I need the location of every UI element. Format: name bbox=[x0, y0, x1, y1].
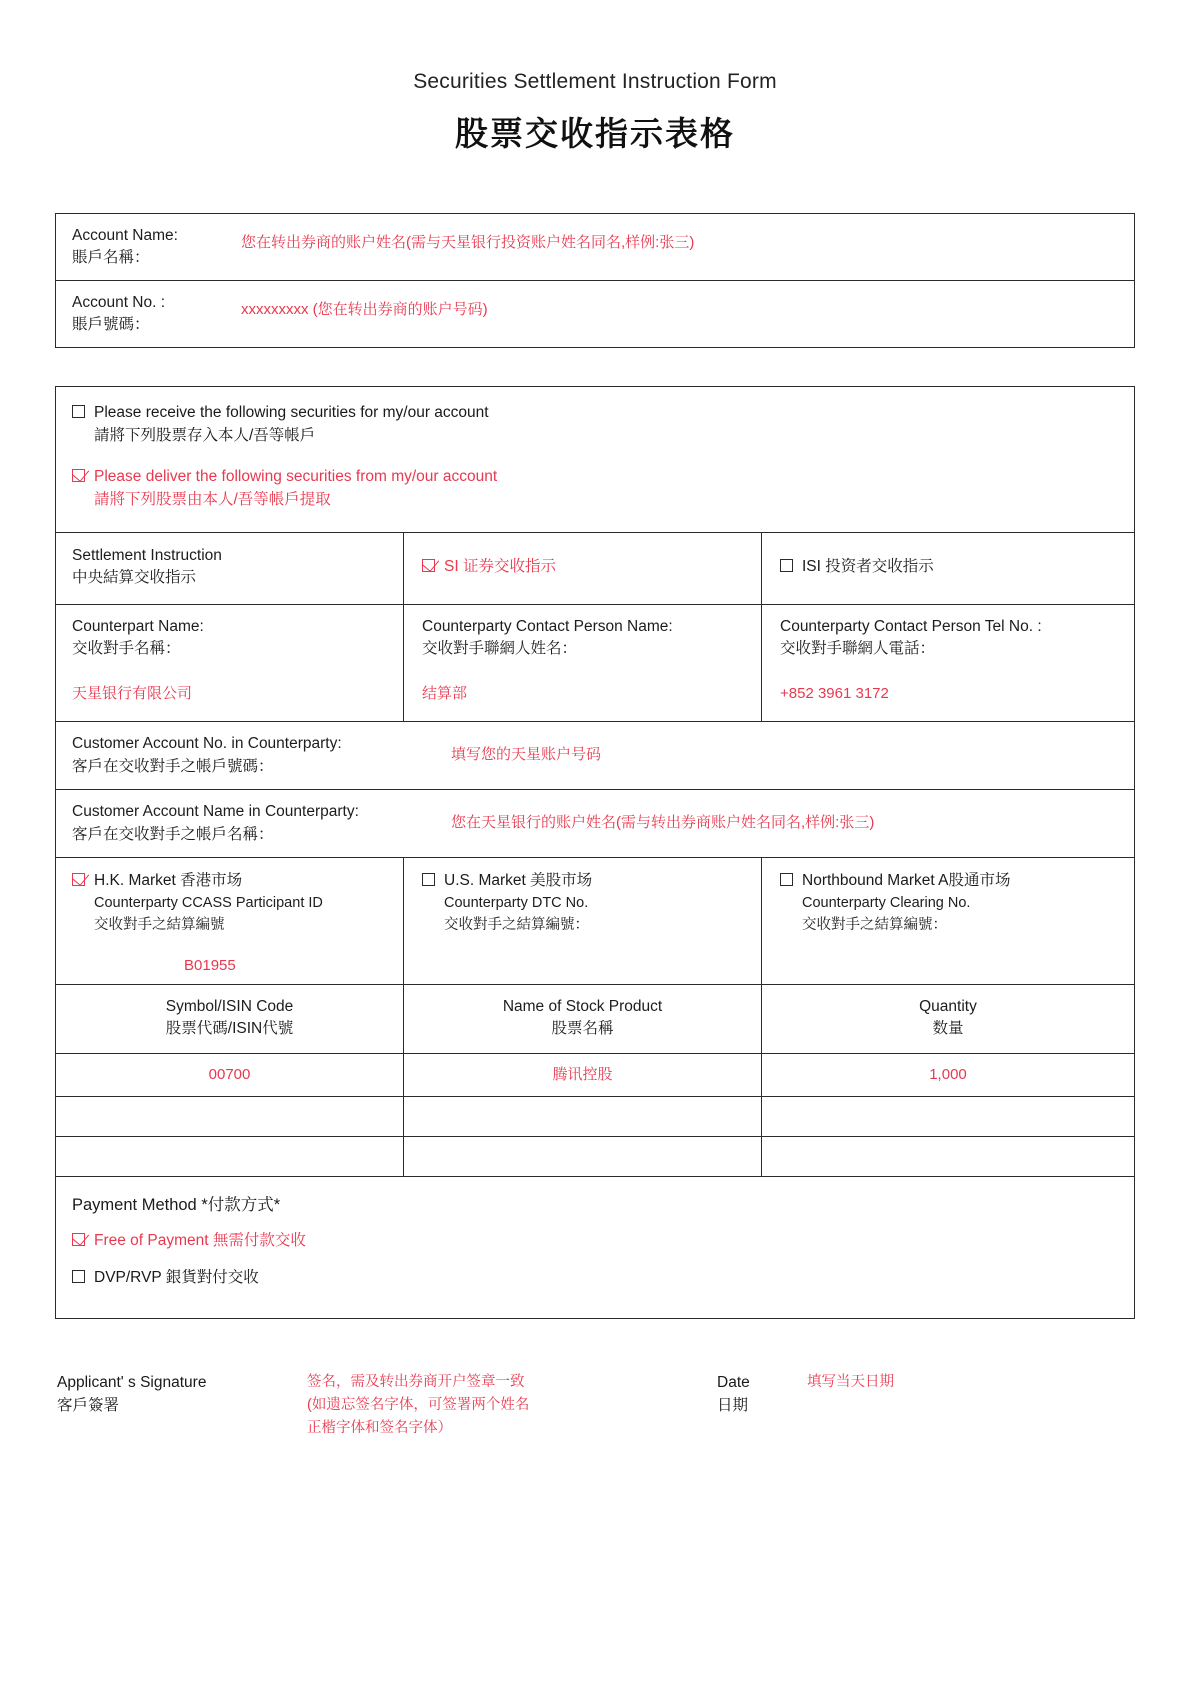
payment-method-title: Payment Method *付款方式* bbox=[72, 1196, 281, 1215]
stock-header-name-en: Name of Stock Product bbox=[502, 997, 663, 1015]
payment-free-checkbox[interactable] bbox=[72, 1233, 85, 1246]
customer-account-name-label-zh: 客戶在交收對手之帳戶名稱： bbox=[72, 825, 274, 843]
counterparty-row bbox=[56, 604, 1134, 721]
customer-account-name-field[interactable] bbox=[441, 790, 1134, 857]
receive-option-en: Please receive the following securities for my/our account bbox=[94, 403, 489, 421]
isi-label: ISI 投资者交收指示 bbox=[802, 557, 934, 575]
customer-account-no-label bbox=[56, 722, 441, 789]
stock-cell-symbol[interactable] bbox=[56, 1097, 404, 1136]
account-no-value-field[interactable] bbox=[231, 281, 1134, 332]
market-northbound-checkbox[interactable] bbox=[780, 873, 793, 886]
isi-checkbox[interactable] bbox=[780, 559, 793, 572]
account-name-row bbox=[56, 214, 1134, 280]
market-northbound-sub-zh: 交收對手之結算編號： bbox=[802, 917, 947, 934]
market-hk-title-line bbox=[72, 870, 389, 892]
customer-account-no-label-en: Customer Account No. in Counterparty: bbox=[72, 735, 342, 753]
stock-header-symbol-zh: 股票代碼/ISIN代號 bbox=[165, 1020, 294, 1038]
deliver-option-en: Please deliver the following securities from my/our account bbox=[94, 467, 498, 485]
counterparty-name-label-zh: 交收對手名稱： bbox=[72, 640, 181, 658]
counterparty-tel-cell bbox=[762, 605, 1134, 721]
stock-table-header bbox=[56, 984, 1134, 1053]
page-title-zh: 股票交收指示表格 bbox=[455, 115, 735, 152]
account-no-label-zh: 賬戶號碼： bbox=[72, 316, 150, 334]
table-row bbox=[56, 1096, 1134, 1136]
market-northbound-cell[interactable] bbox=[762, 858, 1134, 984]
market-us-sub-zh: 交收對手之結算編號： bbox=[444, 917, 589, 934]
stock-cell-qty[interactable] bbox=[762, 1137, 1134, 1176]
account-block bbox=[55, 213, 1135, 348]
counterparty-tel-label-zh: 交收對手聯網人電話： bbox=[780, 640, 936, 658]
stock-header-symbol bbox=[56, 985, 404, 1053]
stock-value-qty: 1,000 bbox=[929, 1065, 967, 1083]
receive-option-en-line bbox=[72, 401, 1118, 424]
account-name-value: 您在转出券商的账户姓名(需与天星银行投资账户姓名同名,样例:张三) bbox=[241, 234, 695, 251]
stock-header-qty bbox=[762, 985, 1134, 1053]
settlement-isi-line bbox=[780, 555, 1120, 578]
counterparty-tel-value: +852 3961 3172 bbox=[780, 684, 889, 702]
stock-value-name: 腾讯控股 bbox=[552, 1065, 613, 1083]
receive-option[interactable] bbox=[72, 401, 1118, 449]
market-hk-checkbox[interactable] bbox=[72, 873, 85, 886]
market-northbound-title: Northbound Market A股通市场 bbox=[802, 872, 1011, 890]
date-label-en: Date bbox=[717, 1373, 750, 1391]
customer-account-no-field[interactable] bbox=[441, 722, 1134, 789]
counterparty-contact-cell bbox=[404, 605, 762, 721]
receive-option-zh: 請將下列股票存入本人/吾等帳戶 bbox=[94, 427, 316, 445]
deliver-option[interactable] bbox=[72, 465, 1118, 513]
signature-section bbox=[55, 1371, 1135, 1441]
date-value[interactable]: 填写当天日期 bbox=[807, 1373, 894, 1390]
signature-note bbox=[307, 1371, 717, 1441]
markets-row bbox=[56, 857, 1134, 984]
settlement-instruction-row bbox=[56, 532, 1134, 604]
counterparty-name-cell bbox=[56, 605, 404, 721]
market-us-cell[interactable] bbox=[404, 858, 762, 984]
declaration-section bbox=[56, 387, 1134, 532]
payment-dvp-option[interactable] bbox=[72, 1266, 1118, 1289]
stock-value-symbol: 00700 bbox=[208, 1065, 251, 1083]
deliver-option-en-line bbox=[72, 465, 1118, 488]
page-title-en: Securities Settlement Instruction Form bbox=[413, 70, 777, 93]
account-name-label-en: Account Name: bbox=[72, 227, 178, 244]
stock-header-symbol-en: Symbol/ISIN Code bbox=[165, 997, 294, 1015]
counterparty-contact-value: 结算部 bbox=[422, 684, 468, 702]
market-hk-title: H.K. Market 香港市场 bbox=[94, 872, 243, 890]
stock-cell-qty[interactable] bbox=[762, 1054, 1134, 1097]
settlement-si-line bbox=[422, 555, 747, 578]
customer-account-name-row bbox=[56, 789, 1134, 857]
counterparty-name-label-en: Counterpart Name: bbox=[72, 617, 204, 635]
customer-account-no-label-zh: 客戶在交收對手之帳戶號碼： bbox=[72, 757, 274, 775]
settlement-label-en: Settlement Instruction bbox=[72, 546, 222, 564]
market-hk-sub-zh: 交收對手之結算編號 bbox=[94, 917, 225, 934]
account-no-label bbox=[56, 281, 231, 347]
account-name-label bbox=[56, 214, 231, 280]
settlement-label-zh: 中央結算交收指示 bbox=[72, 569, 197, 587]
date-label-zh: 日期 bbox=[717, 1397, 749, 1415]
payment-method-section bbox=[56, 1176, 1134, 1318]
stock-cell-name[interactable] bbox=[404, 1054, 762, 1097]
payment-free-option[interactable] bbox=[72, 1229, 1118, 1252]
market-us-sub-en: Counterparty DTC No. bbox=[444, 894, 589, 911]
payment-free-label: Free of Payment 無需付款交收 bbox=[94, 1232, 306, 1250]
stock-cell-name[interactable] bbox=[404, 1097, 762, 1136]
customer-account-no-value: 填写您的天星账户号码 bbox=[451, 746, 602, 764]
account-no-row bbox=[56, 280, 1134, 347]
stock-header-name-zh: 股票名稱 bbox=[551, 1020, 614, 1038]
market-us-title-line bbox=[422, 870, 747, 892]
main-block bbox=[55, 386, 1135, 1319]
deliver-option-zh: 請將下列股票由本人/吾等帳戶提取 bbox=[94, 491, 331, 509]
signature-note-line3: 正楷字体和签名字体） bbox=[307, 1420, 452, 1437]
settlement-instruction-label bbox=[56, 533, 404, 604]
settlement-isi-option[interactable] bbox=[762, 533, 1134, 604]
signature-note-line1: 签名，需及转出券商开户签章一致 bbox=[307, 1373, 525, 1390]
market-hk-sub-en: Counterparty CCASS Participant ID bbox=[94, 894, 323, 911]
si-checkbox[interactable] bbox=[422, 559, 435, 572]
counterparty-name-value: 天星银行有限公司 bbox=[72, 684, 193, 702]
stock-cell-qty[interactable] bbox=[762, 1097, 1134, 1136]
customer-account-no-row bbox=[56, 721, 1134, 789]
account-name-label-zh: 賬戶名稱： bbox=[72, 249, 150, 267]
market-hk-value: B01955 bbox=[184, 956, 236, 974]
signature-note-line2: (如遗忘签名字体，可签署两个姓名 bbox=[307, 1396, 530, 1413]
deliver-checkbox[interactable] bbox=[72, 469, 85, 482]
stock-header-qty-zh: 数量 bbox=[932, 1020, 964, 1038]
payment-dvp-checkbox[interactable] bbox=[72, 1270, 85, 1283]
market-northbound-title-line bbox=[780, 870, 1120, 892]
account-no-label-en: Account No. : bbox=[72, 293, 166, 311]
stock-cell-symbol[interactable] bbox=[56, 1137, 404, 1176]
signature-label-zh: 客戶簽署 bbox=[57, 1397, 120, 1415]
customer-account-name-value: 您在天星银行的账户姓名(需与转出券商账户姓名同名,样例:张三) bbox=[451, 814, 875, 832]
si-label: SI 证券交收指示 bbox=[444, 557, 556, 575]
counterparty-tel-label-en: Counterparty Contact Person Tel No. : bbox=[780, 617, 1042, 635]
counterparty-contact-label-zh: 交收對手聯網人姓名： bbox=[422, 640, 578, 658]
account-no-value: xxxxxxxxx (您在转出券商的账户号码) bbox=[241, 300, 488, 318]
market-us-title: U.S. Market 美股市场 bbox=[444, 872, 593, 890]
customer-account-name-label bbox=[56, 790, 441, 857]
date-label bbox=[717, 1371, 807, 1418]
table-row bbox=[56, 1136, 1134, 1176]
table-row bbox=[56, 1053, 1134, 1097]
counterparty-contact-label-en: Counterparty Contact Person Name: bbox=[422, 617, 673, 635]
receive-checkbox[interactable] bbox=[72, 405, 85, 418]
settlement-si-option[interactable] bbox=[404, 533, 762, 604]
stock-cell-symbol[interactable] bbox=[56, 1054, 404, 1097]
signature-label-en: Applicant' s Signature bbox=[57, 1373, 207, 1391]
market-us-checkbox[interactable] bbox=[422, 873, 435, 886]
market-hk-cell[interactable] bbox=[56, 858, 404, 984]
market-northbound-sub-en: Counterparty Clearing No. bbox=[802, 894, 971, 911]
stock-header-name bbox=[404, 985, 762, 1053]
stock-cell-name[interactable] bbox=[404, 1137, 762, 1176]
account-name-value-field[interactable] bbox=[231, 214, 1134, 265]
payment-dvp-label: DVP/RVP 銀貨對付交收 bbox=[94, 1268, 259, 1286]
stock-header-qty-en: Quantity bbox=[919, 997, 977, 1015]
customer-account-name-label-en: Customer Account Name in Counterparty: bbox=[72, 803, 359, 821]
signature-label bbox=[55, 1371, 307, 1418]
